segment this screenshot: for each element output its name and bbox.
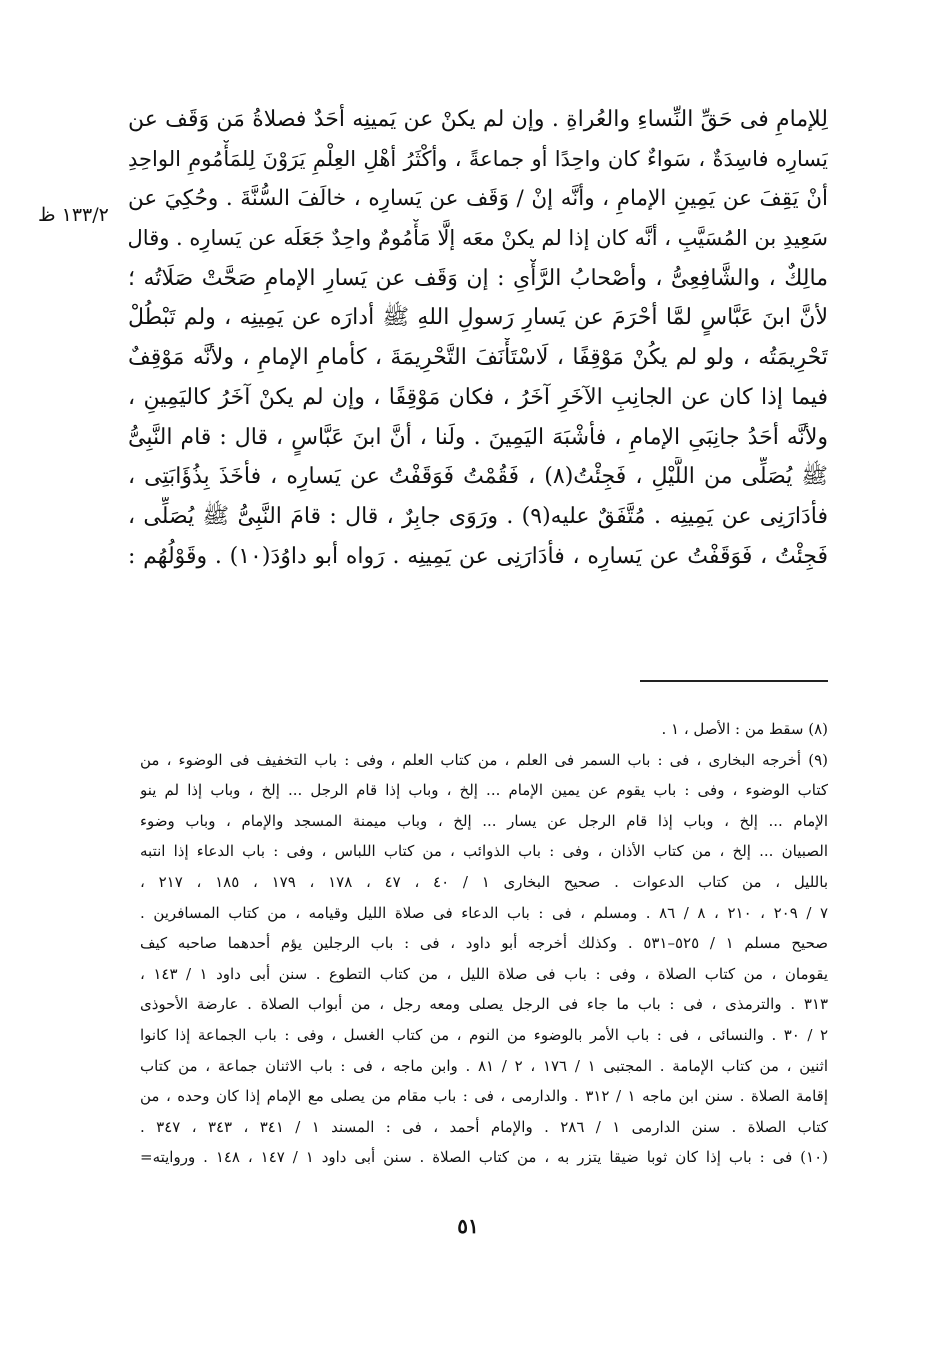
main-text-line: تَحْرِيمَتُه ، ولو لم يكُنْ مَوْقِفًا ، لَاسْتَأْنَفَ التَّحْرِيمَةَ ، كأمامِ الإمامِ ، ولأنَّه مَوْقِفٌ (128, 345, 828, 371)
footnote-line: كتاب الصلاة . سنن الدارمى ١ / ٢٨٦ . والإمام أحمد ، فى : المسند ١ / ٣٤١ ، ٣٤٣ ، ٣٤٧ . (140, 1117, 828, 1136)
footnote-line: (٨) سقط من : الأصل ، ١ . (661, 720, 828, 738)
main-text-line: فَجِئْتُ ، فَوَقَفْتُ عن يَسارِه ، فأدَارَنِى عن يَمِينِه . رَواه أبو داوُدَ(١٠) . وقَوْلُهُم : (128, 543, 828, 569)
footnote-line: (١٠) فى : باب إذا كان ثوبا ضيقا يتزر به ، من كتاب الصلاة . سنن أبى داود ١ / ١٤٧ ، ١٤٨ . وروايته= (140, 1148, 828, 1167)
footnote-line: ٧ / ٢٠٩ ، ٢١٠ ، ٨ / ٨٦ . ومسلم ، فى : باب الدعاء فى صلاة الليل وقيامه ، من كتاب المسافرين . (140, 903, 828, 922)
footnote-line: الصبيان ... إلخ ، من كتاب الأذان ، وفى : باب الذوائب ، من كتاب اللباس ، وفى : باب الدعاء إذا انتبه (140, 842, 828, 861)
main-text-line: سَعِيدِ بن المُسَيَّبِ ، أنَّه كان إذا لم يكنْ معَه إلَّا مَأْمُومٌ واحِدٌ جَعَلَه عن يَسارِه . وقال (128, 226, 828, 251)
main-text-line: مالِكٌ ، والشَّافِعِىُّ ، وأصْحابُ الرَّأْىِ : إن وَقَف عن يَسارِ الإمامِ صَحَّتْ صَلَاتُه ؛ (128, 265, 828, 291)
footnote-line: بالليل ، من كتاب الدعوات . صحيح البخارى ١ / ٤٠ ، ٤٧ ، ١٧٨ ، ١٧٩ ، ١٨٥ ، ٢١٧ ، (140, 872, 828, 891)
main-text-line: لأنَّ ابنَ عَبَّاسٍ لمَّا أحْرَمَ عن يَسارِ رَسولِ اللهِ ﷺ أدارَه عن يَمِينِه ، ولم تَبْطُلْ (128, 305, 828, 331)
main-text-line: فأدَارَنِى عن يَمِينِه . مُتَّفَقٌ عليه(٩) . ورَوَى جابِرٌ ، قال : قامَ النَّبِىُّ ﷺ يُصَلِّى ، (128, 503, 828, 529)
margin-page-reference: ١٣٣/٢ ظ (38, 204, 109, 226)
main-text-line: لِلإمامِ فى حَقِّ النِّساءِ والعُراةِ . وإن لم يكنْ عن يَمينِه أحَدٌ فصلاةُ مَن وَقَف عن (128, 107, 828, 132)
main-text-line: ﷺ يُصَلِّى من اللَّيْلِ ، فَجِئْتُ(٨) ، فَقُمْتُ فَوَقَفْتُ عن يَسارِه ، فأخَذَ بِذُؤَابَتِى ، (128, 464, 828, 490)
footnote-line: يقومان ، من كتاب الصلاة ، وفى : باب فى صلاة الليل ، من كتاب التطوع . سنن أبى داود ١ / ١٤٣ ، (140, 964, 828, 983)
footnote-line: الإمام ... إلخ ، وباب إذا قام الرجل عن يسار ... إلخ ، وباب ميمنة المسجد والإمام ، وباب وضوء (140, 811, 828, 830)
footnote-line: كتاب الوضوء ، وفى : باب يقوم عن يمين الإمام ... إلخ ، وباب إذا قام الرجل ... إلخ ، وباب إذا لم ينو (140, 781, 828, 800)
footnote-line: صحيح مسلم ١ / ٥٢٥–٥٣١ . وكذلك أخرجه أبو داود ، فى : باب الرجلين يؤم أحدهما صاحبه كيف (140, 934, 828, 953)
main-text-line: أنْ يَقِفَ عن يَمِينِ الإمامِ ، وأنَّه إنْ / وَقَف عن يَسارِه ، خالَفَ السُّنَّةَ . وحُكِيَ عن (128, 186, 828, 212)
main-text-line: ولأنَّه أحَدُ جانِبَىِ الإمامِ ، فأشْبَهَ اليَمِينَ . ولَنا ، أنَّ ابنَ عَبَّاسٍ ، قال : قام النَّبِىُّ (128, 424, 828, 450)
footnote-line: ٣١٣ . والترمذى ، فى : باب ما جاء فى الرجل يصلى ومعه رجل ، من أبواب الصلاة . عارضة الأحوذى (140, 995, 828, 1014)
footnote-line: إقامة الصلاة . سنن ابن ماجه ١ / ٣١٢ . والدارمى ، فى : باب مقام من يصلى مع الإمام إذا كان وحده ، من (140, 1087, 828, 1106)
main-text-line: فيما إذا كان عن الجانِبِ الآخَرِ آخَرُ ، فكان مَوْقِفًا ، وإن لم يكنْ آخَرُ كاليَمِينِ ، (128, 384, 828, 410)
page-number: ٥١ (457, 1214, 479, 1238)
footnote-line: اثنين ، من كتاب الإمامة . المجتبى ١ / ١٧٦ ، ٢ / ٨١ . وابن ماجه ، فى : باب الاثنان جماعة ، من كتاب (140, 1056, 828, 1075)
footnote-line: (٩) أخرجه البخارى ، فى : باب السمر فى العلم ، من كتاب العلم ، وفى : باب التخفيف فى الوضوء ، من (140, 750, 828, 769)
main-text-line: يَسارِه فاسِدَةٌ ، سَواءٌ كان واحِدًا أو جماعةً ، وأكْثَرُ أهْلِ العِلْمِ يَرَوْنَ لِلمَأْمُومِ الواحِدِ (128, 146, 828, 171)
main-text (128, 100, 828, 576)
footnote-line: ٢ / ٣٠ . والنسائى ، فى : باب الأمر بالوضوء من النوم ، من كتاب الغسل ، وفى : باب الجماعة إذا كانوا (140, 1025, 828, 1044)
footnotes (140, 714, 828, 1173)
footnote-separator (640, 680, 828, 682)
